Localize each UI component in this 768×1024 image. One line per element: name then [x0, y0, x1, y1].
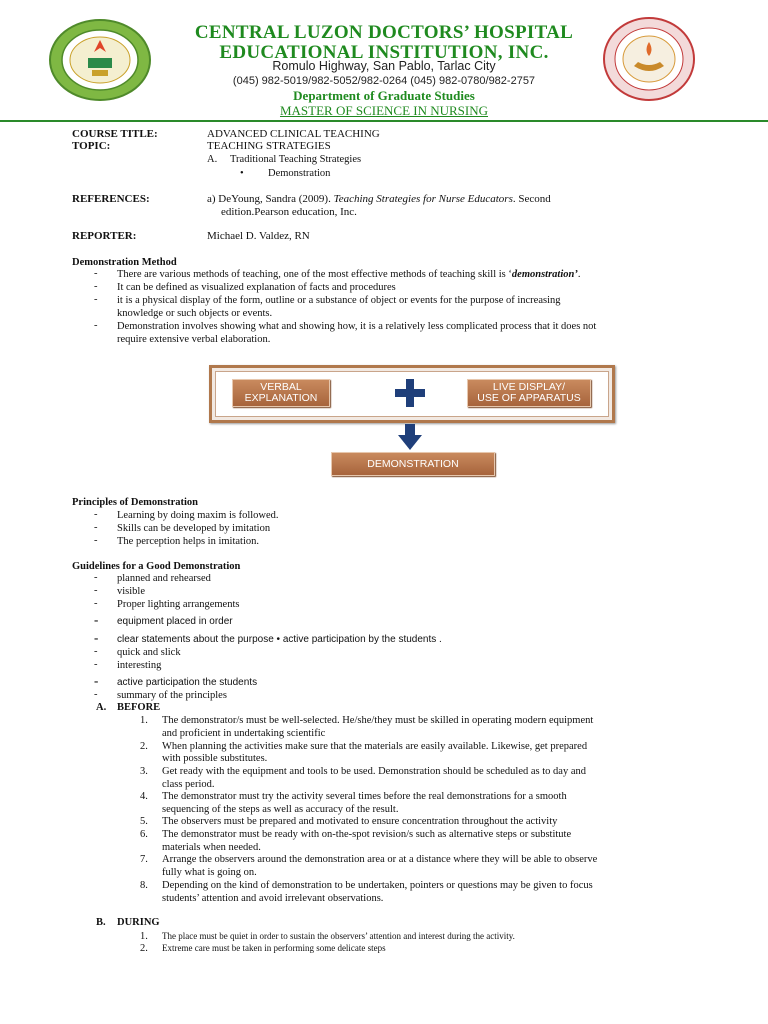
dash-marker: - — [94, 535, 98, 546]
guideline-item: quick and slick — [117, 647, 181, 658]
method-heading: Demonstration Method — [72, 257, 177, 268]
dash-marker: - — [94, 572, 98, 583]
before-item-8: Depending on the kind of demonstration to be undertaken, pointers or questions may be given to focus — [162, 880, 593, 891]
header-divider — [0, 120, 768, 122]
guidelines-heading: Guidelines for a Good Demonstration — [72, 561, 241, 572]
before-item-4: The demonstrator must try the activity several times before the real demonstrations for a smooth — [162, 791, 567, 802]
guideline-item: equipment placed in order — [117, 616, 233, 627]
dash-marker: - — [94, 522, 98, 533]
during-num: 2. — [140, 943, 148, 954]
dash-marker: - — [94, 294, 98, 305]
before-item-4-cont: sequencing of the steps as well as accuracy of the result. — [162, 804, 399, 815]
dash-marker: - — [94, 598, 98, 609]
before-item-7: Arrange the observers around the demonstration area or at a distance where they will be able to observe — [162, 854, 598, 865]
reference-book-title: Teaching Strategies for Nurse Educators — [333, 193, 513, 205]
dash-marker: - — [94, 689, 98, 700]
before-item-3-cont: class period. — [162, 779, 215, 790]
department: Department of Graduate Studies — [293, 88, 475, 103]
method-item-2: It can be defined as visualized explanation of facts and procedures — [117, 282, 396, 293]
reporter-value: Michael D. Valdez, RN — [207, 230, 310, 242]
before-item-2-cont: with possible substitutes. — [162, 753, 268, 764]
during-marker: B. — [96, 917, 106, 928]
before-num: 7. — [140, 854, 148, 865]
box2-line2: USE OF APPARATUS — [477, 392, 581, 404]
box1-line2: EXPLANATION — [244, 392, 318, 404]
principle-item: Learning by doing maxim is followed. — [117, 510, 279, 521]
before-marker: A. — [96, 702, 107, 713]
during-item-2: Extreme care must be taken in performing some delicate steps — [162, 943, 386, 953]
during-num: 1. — [140, 931, 148, 942]
before-item-1-cont: and proficient in undertaking scientific — [162, 728, 326, 739]
dash-marker: - — [94, 659, 98, 670]
dash-marker: - — [94, 509, 98, 520]
before-num: 5. — [140, 816, 148, 827]
dash-marker: - — [94, 585, 98, 596]
guideline-item: summary of the principles — [117, 690, 227, 701]
before-item-8-cont: students’ attention and avoid irrelevant observations. — [162, 893, 384, 904]
before-item-2: When planning the activities make sure that the materials are easily available. Likewise, get prepared — [162, 741, 588, 752]
topic-label: TOPIC: — [72, 140, 111, 152]
before-num: 8. — [140, 880, 148, 891]
references-label: REFERENCES: — [72, 193, 150, 205]
dash-marker: - — [94, 630, 99, 645]
principle-item: Skills can be developed by imitation — [117, 523, 271, 534]
address: Romulo Highway, San Pablo, Tarlac City — [272, 59, 496, 73]
bullet-dot: • — [240, 168, 244, 179]
dash-marker: - — [94, 281, 98, 292]
before-num: 4. — [140, 791, 148, 802]
before-item-5: The observers must be prepared and motivated to ensure concentration throughout the activity — [162, 816, 558, 827]
principle-item: The perception helps in imitation. — [117, 536, 260, 547]
guideline-item: active participation the students — [117, 677, 258, 688]
before-num: 3. — [140, 766, 148, 777]
course-title-label: COURSE TITLE: — [72, 128, 158, 140]
before-num: 6. — [140, 829, 148, 840]
dash-marker: - — [94, 320, 98, 331]
institution-name-line1: CENTRAL LUZON DOCTORS’ HOSPITAL — [194, 22, 574, 43]
guideline-item: Proper lighting arrangements — [117, 599, 240, 610]
topic-sub: Traditional Teaching Strategies — [230, 154, 362, 165]
during-heading: DURING — [117, 917, 160, 928]
method-item-3-cont: knowledge or such objects or events. — [117, 308, 273, 319]
box2-line1: LIVE DISPLAY/ — [492, 381, 566, 393]
reference-line2: edition.Pearson education, Inc. — [221, 206, 357, 218]
institution-name-line2: EDUCATIONAL INSTITUTION, INC. — [219, 42, 549, 63]
before-item-3: Get ready with the equipment and tools to be used. Demonstration should be scheduled as to day and — [162, 766, 586, 777]
guideline-item: clear statements about the purpose • active participation by the students . — [117, 634, 442, 645]
topic-sub-marker: A. — [207, 154, 218, 165]
method-item-3: it is a physical display of the form, outline or a substance of object or events for the purpose of increasing — [117, 295, 561, 306]
guideline-item: interesting — [117, 660, 162, 671]
before-num: 2. — [140, 741, 148, 752]
principles-heading: Principles of Demonstration — [72, 497, 198, 508]
dash-marker: - — [94, 646, 98, 657]
phone-numbers: (045) 982-5019/982-5052/982-0264 (045) 982-0780/982-2757 — [232, 75, 536, 87]
plus-icon — [395, 379, 425, 407]
dash-marker: - — [94, 612, 99, 627]
reference-line1: a) DeYoung, Sandra (2009). Teaching Strategies for Nurse Educators. Second — [207, 193, 551, 205]
method-item-4-cont: require extensive verbal elaboration. — [117, 334, 271, 345]
guideline-item: planned and rehearsed — [117, 573, 211, 584]
before-item-6: The demonstrator must be ready with on-the-spot revision/s such as alternative steps or substitute — [162, 829, 572, 840]
arrow-down-icon — [398, 424, 422, 450]
reporter-label: REPORTER: — [72, 230, 137, 242]
verbal-explanation-box — [232, 379, 330, 407]
live-display-box — [467, 379, 591, 407]
during-item-1: The place must be quiet in order to sustain the observers’ attention and interest during the activity. — [162, 931, 515, 941]
program-name: MASTER OF SCIENCE IN NURSING — [279, 103, 489, 118]
box1-line1: VERBAL — [260, 381, 302, 393]
guideline-item: visible — [117, 586, 145, 597]
before-num: 1. — [140, 715, 148, 726]
demonstration-result-box: DEMONSTRATION — [331, 452, 495, 476]
topic-value: TEACHING STRATEGIES — [207, 140, 331, 152]
before-heading: BEFORE — [117, 702, 161, 713]
topic-bullet-item: Demonstration — [268, 168, 331, 179]
before-item-6-cont: materials when needed. — [162, 842, 261, 853]
dash-marker: - — [94, 673, 99, 688]
before-item-7-cont: fully what is going on. — [162, 867, 257, 878]
method-item-4: Demonstration involves showing what and showing how, it is a relatively less complicated process that it does not — [117, 321, 597, 332]
dash-marker: - — [94, 268, 98, 279]
before-item-1: The demonstrator/s must be well-selected. He/she/they must be skilled in operating modern equipment — [162, 715, 594, 726]
method-item-1: There are various methods of teaching, one of the most effective methods of teaching skill is ‘demonstration’. — [117, 269, 581, 280]
course-title-value: ADVANCED CLINICAL TEACHING — [207, 128, 380, 140]
